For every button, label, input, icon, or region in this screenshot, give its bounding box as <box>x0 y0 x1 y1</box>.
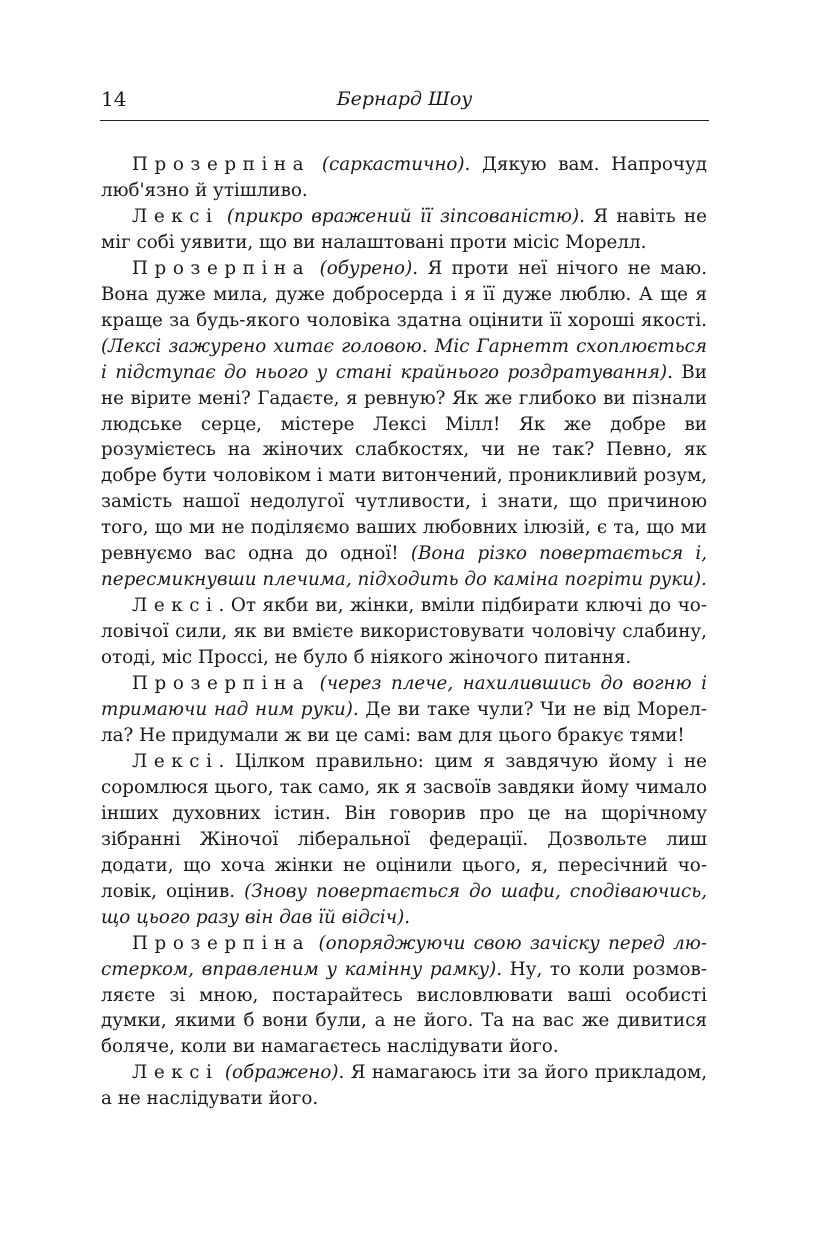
page-number: 14 <box>101 87 127 111</box>
stage-direction: (ображено). <box>224 1062 345 1084</box>
speaker-name: Лексі <box>132 1062 219 1084</box>
dialogue-text: . От якби ви, жінки, вміли підбирати ключі до чоловічої сили, як ви вмієте використовувати чоловічу слабину, отоді, міс Проссі, не було б ніякого жіночого питання. <box>101 595 707 669</box>
paragraph-lexy-4 <box>101 1060 707 1112</box>
paragraph-lexy-3 <box>101 749 707 931</box>
stage-direction: (обурено). <box>319 257 419 279</box>
header-rule <box>100 120 709 121</box>
paragraph-proserpine-3 <box>101 671 707 749</box>
dialogue-text: Де ви таке чули? Чи не від Морелла? Не придумали ж ви це самі: вам для цього бракує тями! <box>101 699 708 746</box>
dialogue-text: Ви не вірите мені? Гадаєте, я ревную? Як же глибоко ви пізнали людське серце, містере Лексі Мілл! Як же добре ви розумієтесь на жіночих слабкостях, чи не так? Певно, як добре бути чоловіком і мати витончений, проникливий розум, замість нашої недолугої чутливости, і знати, що причиною того, що ми не поділяємо ваших любовних ілюзій, є та, що ми ревнуємо вас одна до одної! <box>101 361 707 565</box>
speaker-name: Лексі <box>132 205 219 227</box>
speaker-name: Прозерпіна <box>132 673 311 695</box>
speaker-name: Прозерпіна <box>132 154 311 175</box>
speaker-name: Прозерпіна <box>132 257 311 279</box>
speaker-name: Лексі <box>132 750 219 772</box>
running-title: Бернард Шоу <box>336 88 473 110</box>
dialogue-text: Ну, то коли розмовляєте зі мною, постарайтесь висловлювати ваші особисті думки, якими б вони були, а не його. Та на вас же дивитися боляче, коли ви намагаєтесь наслідувати його. <box>101 958 707 1058</box>
stage-direction: (Вона різко повертається і, пересмикнувши плечима, підходить до каміна погріти руки). <box>101 543 708 591</box>
paragraph-proserpine-2 <box>101 256 707 593</box>
speaker-name: Лексі <box>132 595 219 617</box>
dialogue-text: Я проти неї нічого не маю. Вона дуже мила, дуже добросерда і я її дуже люблю. А ще я краще за будь-якого чоловіка здатна оцінити її хороші якості. <box>101 257 708 331</box>
dialogue-text: Дякую вам. Напрочуд люб'язно й утішливо. <box>101 154 707 201</box>
stage-direction: (через плече, нахилившись до вогню і тримаючи над ним руки). <box>101 673 707 721</box>
stage-direction: (прикро вражений її зіпсованістю). <box>226 205 585 227</box>
stage-direction: (Знову повертається до шафи, сподіваючись, що цього разу він дав їй відсіч). <box>101 880 708 928</box>
paragraph-lexy-2 <box>101 593 707 671</box>
stage-direction: (саркастично). <box>321 154 471 175</box>
paragraph-proserpine-1 <box>101 152 707 204</box>
stage-direction: (опоряджуючи свою зачіску перед люстерком, вправленим у камінну рамку). <box>101 932 707 980</box>
dialogue-text: Я навіть не міг собі уявити, що ви налаштовані проти місіс Морелл. <box>101 205 707 253</box>
stage-direction: (Лексі зажурено хитає головою. Міс Гарнетт схоплюється і підступає до нього у стані крайнього роздратування). <box>101 335 707 383</box>
paragraph-lexy-1 <box>101 204 707 256</box>
dialogue-text: . Цілком правильно: цим я завдячую йому і не соромлюся цього, так само, як я засвоїв завдяки йому чимало інших духовних істин. Він говорив про це на щорічному зібранні Жіночої ліберальної федерації. Дозвольте лиш додати, що хоча жінки не оцінили цього, я, пересічний чоловік, оцінив. <box>101 750 707 902</box>
dialogue-text: Я намагаюсь іти за його прикладом, а не наслідувати його. <box>101 1062 708 1110</box>
play-text <box>101 152 707 1112</box>
paragraph-proserpine-4 <box>101 931 707 1061</box>
speaker-name: Прозерпіна <box>132 932 311 954</box>
